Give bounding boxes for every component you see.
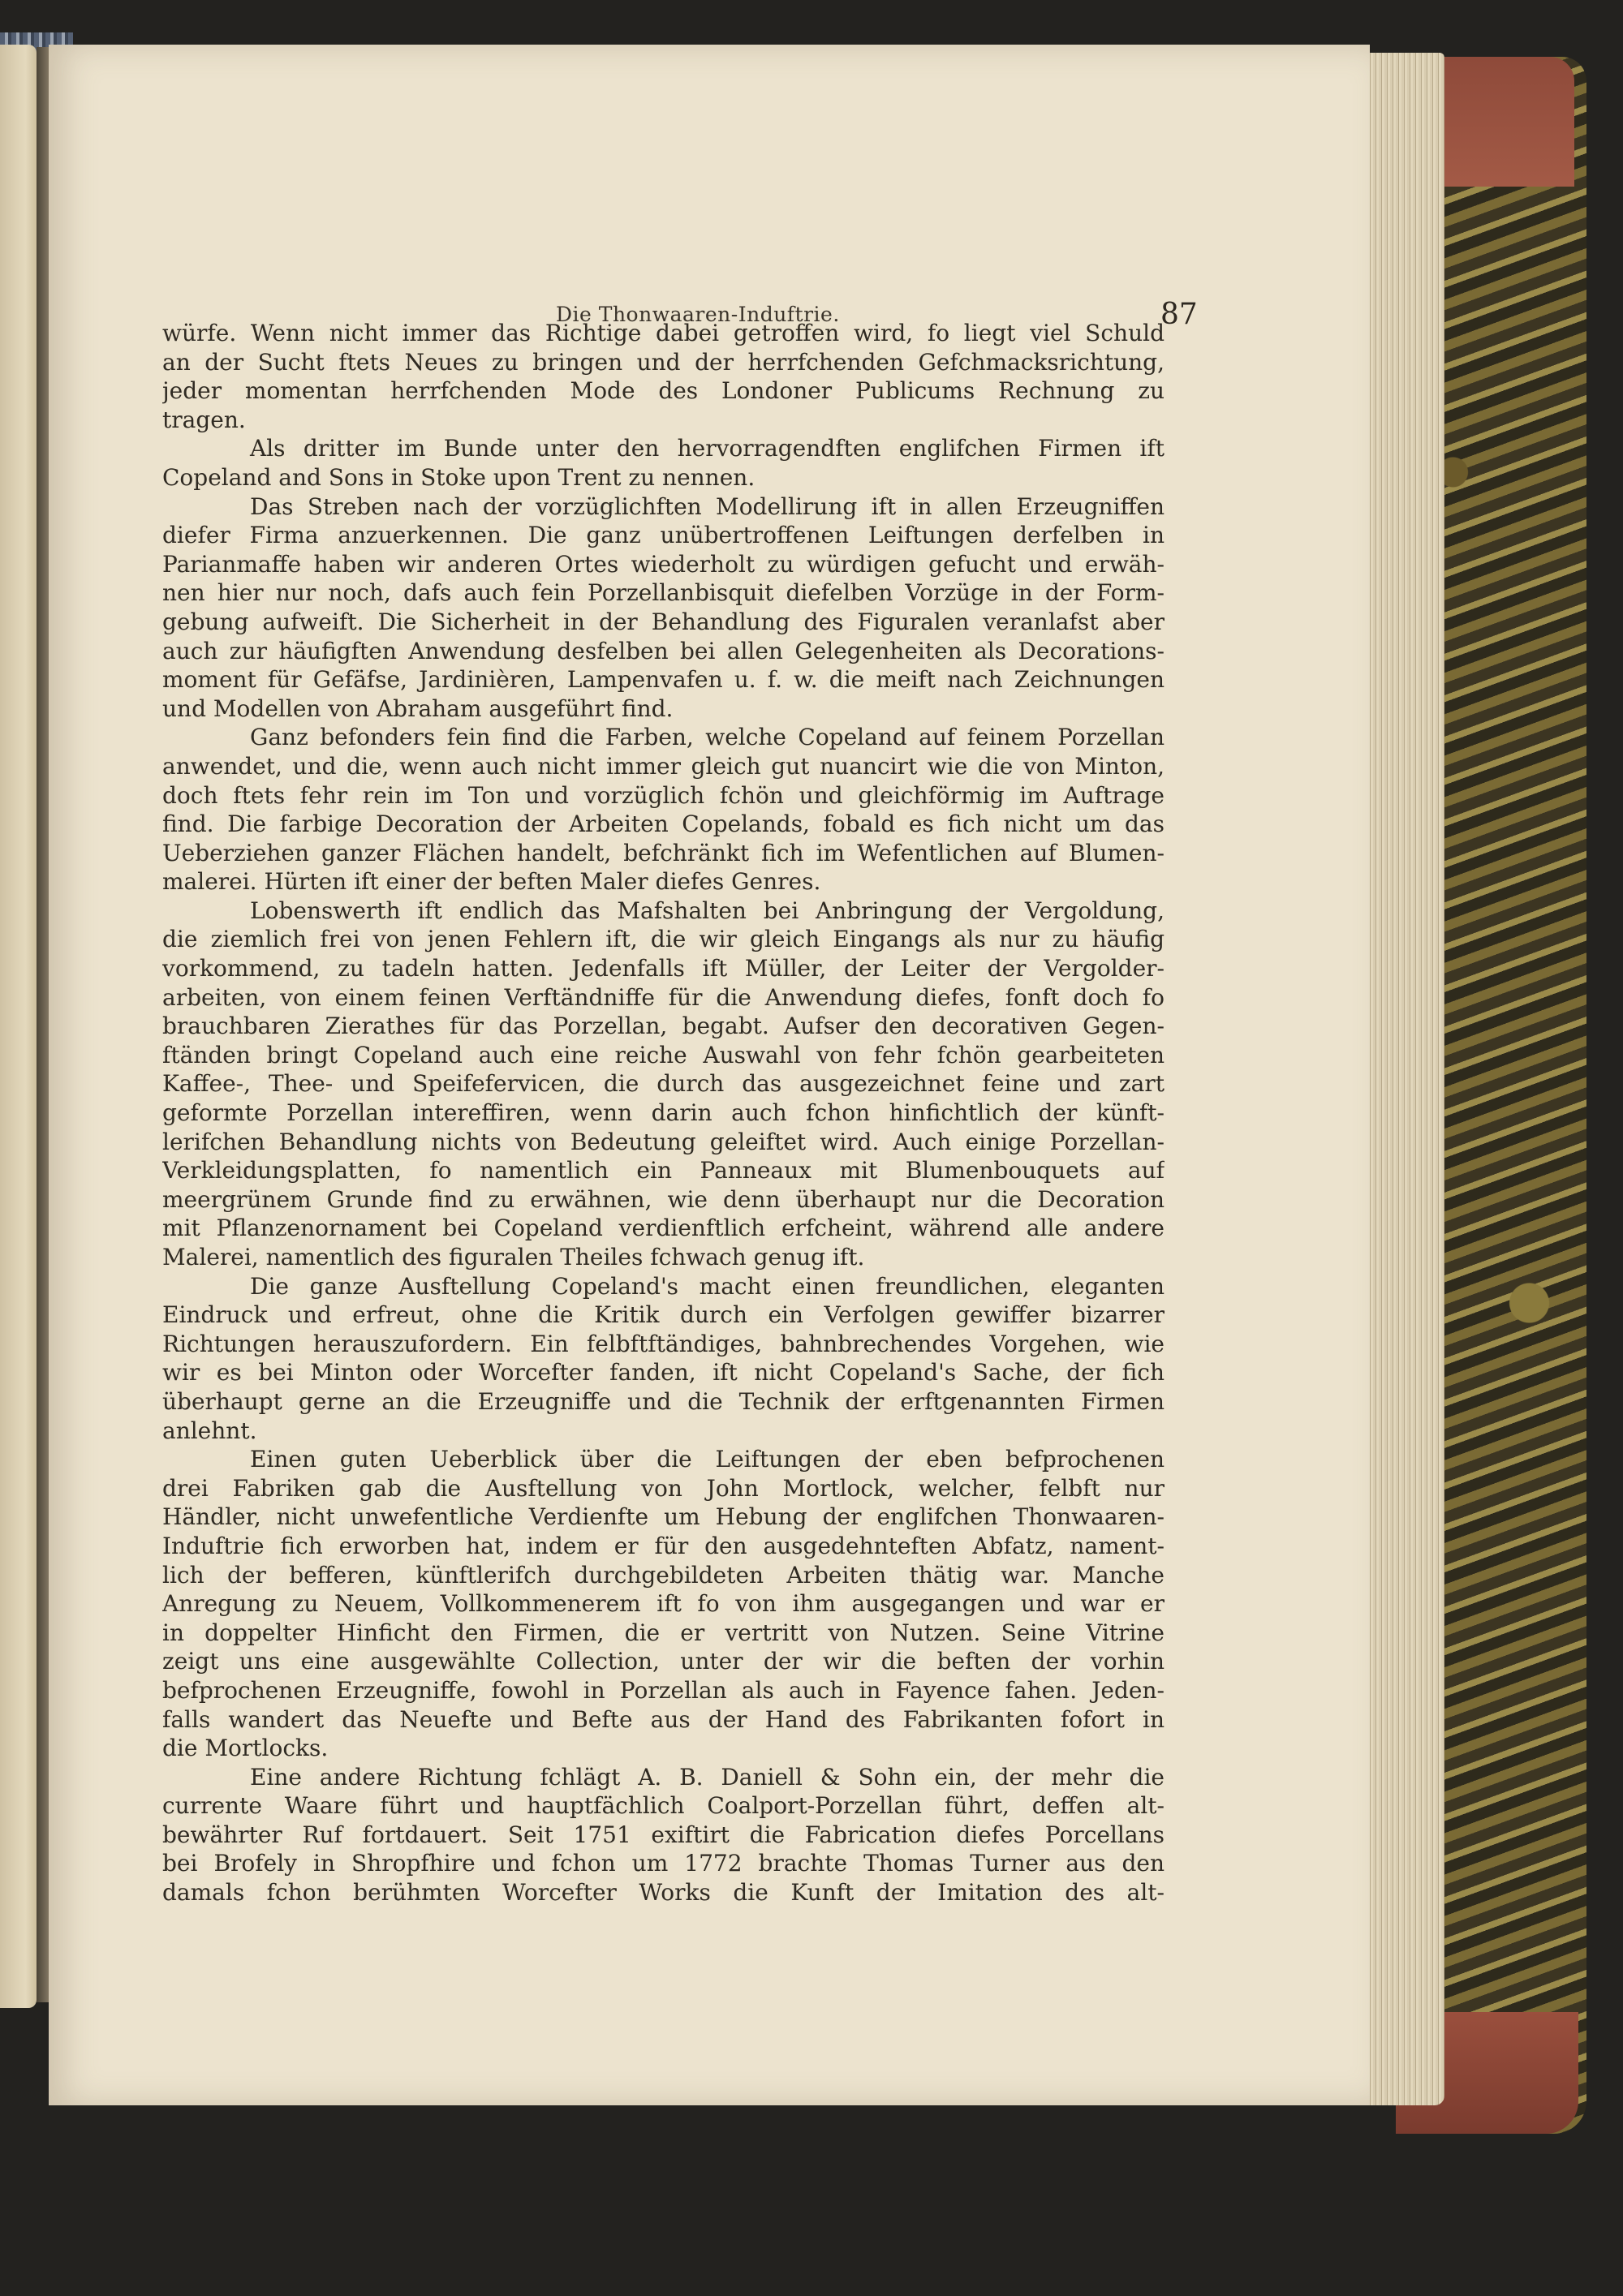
- text-line: Induftrie fich erworben hat, indem er für den ausgedehnteften Abfatz, nament-: [162, 1532, 1165, 1559]
- text-line: in doppelter Hinficht den Firmen, die er vertritt von Nutzen. Seine Vitrine: [162, 1619, 1165, 1646]
- text-line: auch zur häufigften Anwendung desfelben bei allen Gelegenheiten als Decorations-: [162, 637, 1165, 664]
- text-line: die ziemlich frei von jenen Fehlern ift, die wir gleich Eingangs als nur zu häufig: [162, 926, 1165, 953]
- page-block-edge: [1367, 53, 1444, 2105]
- text-line: nen hier nur noch, dafs auch fein Porzellanbisquit diefelben Vorzüge in der Form-: [162, 579, 1165, 607]
- text-line: Anregung zu Neuem, Vollkommenerem ift fo von ihm ausgegangen und war er: [162, 1590, 1165, 1618]
- text-line: Parianmaffe haben wir anderen Ortes wiederholt zu würdigen gefucht und erwäh-: [162, 550, 1165, 578]
- text-line: arbeiten, von einem feinen Verftändniffe für die Anwendung diefes, fonft doch fo: [162, 983, 1165, 1011]
- running-head: Die Thonwaaren-Induftrie.: [556, 303, 840, 326]
- text-line: Richtungen herauszufordern. Ein felbftftändiges, bahnbrechendes Vorgehen, wie: [162, 1330, 1165, 1357]
- text-line: würfe. Wenn nicht immer das Richtige dabei getroffen wird, fo liegt viel Schuld: [162, 320, 1165, 346]
- text-line: gebung aufweift. Die Sicherheit in der Behandlung des Figuralen veranlafst aber: [162, 608, 1165, 635]
- text-line: Einen guten Ueberblick über die Leiftungen der eben befprochenen: [250, 1446, 1165, 1473]
- text-line: bewährter Ruf fortdauert. Seit 1751 exiftirt die Fabrication diefes Porcellans: [162, 1821, 1165, 1848]
- text-line: Als dritter im Bunde unter den hervorragendften englifchen Firmen ift: [250, 435, 1165, 462]
- text-line: Kaffee-, Thee- und Speifefervicen, die durch das ausgezeichnet feine und zart: [162, 1070, 1165, 1098]
- text-line: diefer Firma anzuerkennen. Die ganz unübertroffenen Leiftungen derfelben in: [162, 522, 1165, 549]
- text-line: meergrünem Grunde find zu erwähnen, wie denn überhaupt nur die Decoration: [162, 1185, 1165, 1213]
- body-text: [162, 319, 1165, 1907]
- text-line: currente Waare führt und hauptfächlich Coalport-Porzellan führt, deffen alt-: [162, 1792, 1165, 1820]
- text-line: geformte Porzellan intereffiren, wenn darin auch fchon hinfichtlich der künft-: [162, 1099, 1165, 1127]
- text-line: zeigt uns eine ausgewählte Collection, unter der wir die beften der vorhin: [162, 1648, 1165, 1675]
- text-line: vorkommend, zu tadeln hatten. Jedenfalls ift Müller, der Leiter der Vergolder-: [162, 955, 1165, 982]
- text-line: wir es bei Minton oder Worcefter fanden, ift nicht Copeland's Sache, der fich: [162, 1359, 1165, 1387]
- text-line: Malerei, namentlich des figuralen Theiles fchwach genug ift.: [162, 1244, 865, 1271]
- text-line: moment für Gefäfse, Jardinièren, Lampenvafen u. f. w. die meift nach Zeichnungen: [162, 666, 1165, 694]
- text-line: Lobenswerth ift endlich das Mafshalten bei Anbringung der Vergoldung,: [250, 896, 1165, 924]
- text-line: damals fchon berühmten Worcefter Works die Kunft der Imitation des alt-: [162, 1879, 1165, 1907]
- text-line: mit Pflanzenornament bei Copeland verdienftlich erfcheint, während alle andere: [162, 1215, 1165, 1242]
- text-line: jeder momentan herrfchenden Mode des Londoner Publicums Rechnung zu: [162, 377, 1165, 405]
- text-line: Die ganze Ausftellung Copeland's macht einen freundlichen, eleganten: [250, 1272, 1165, 1300]
- text-line: anlehnt.: [162, 1417, 257, 1444]
- text-line: und Modellen von Abraham ausgeführt find.: [162, 694, 674, 722]
- text-line: Verkleidungsplatten, fo namentlich ein Panneaux mit Blumenbouquets auf: [162, 1157, 1165, 1185]
- text-line: überhaupt gerne an die Erzeugniffe und die Technik der erftgenannten Firmen: [162, 1387, 1165, 1415]
- text-line: find. Die farbige Decoration der Arbeiten Copelands, fobald es fich nicht um das: [162, 810, 1165, 838]
- text-line: an der Sucht ftets Neues zu bringen und der herrfchenden Gefchmacksrichtung,: [162, 348, 1165, 376]
- text-line: anwendet, und die, wenn auch nicht immer gleich gut nuancirt wie die von Minton,: [162, 752, 1165, 780]
- text-line: doch ftets fehr rein im Ton und vorzüglich fchön und gleichförmig im Auftrage: [162, 781, 1165, 809]
- text-line: Ueberziehen ganzer Flächen handelt, befchränkt fich im Wefentlichen auf Blumen-: [162, 839, 1165, 866]
- text-line: brauchbaren Zierathes für das Porzellan, begabt. Aufser den decorativen Gegen-: [162, 1013, 1165, 1040]
- text-line: Eine andere Richtung fchlägt A. B. Daniell & Sohn ein, der mehr die: [250, 1763, 1165, 1791]
- text-line: malerei. Hürten ift einer der beften Maler diefes Genres.: [162, 868, 821, 896]
- page-number: 87: [1160, 298, 1198, 331]
- text-line: Händler, nicht unwefentliche Verdienfte um Hebung der englifchen Thonwaaren-: [162, 1503, 1165, 1531]
- text-line: Ganz befonders fein find die Farben, welche Copeland auf feinem Porzellan: [250, 724, 1165, 751]
- text-line: Das Streben nach der vorzüglichften Modellirung ift in allen Erzeugniffen: [250, 492, 1165, 520]
- text-line: Copeland and Sons in Stoke upon Trent zu nennen.: [162, 463, 756, 491]
- text-line: drei Fabriken gab die Ausftellung von John Mortlock, welcher, felbft nur: [162, 1474, 1165, 1502]
- text-line: ftänden bringt Copeland auch eine reiche Auswahl von fehr fchön gearbeiteten: [162, 1041, 1165, 1068]
- text-line: Eindruck und erfreut, ohne die Kritik durch ein Verfolgen gewiffer bizarrer: [162, 1301, 1165, 1329]
- text-line: falls wandert das Neuefte und Befte aus der Hand des Fabrikanten fofort in: [162, 1705, 1165, 1733]
- text-line: die Mortlocks.: [162, 1735, 329, 1762]
- text-line: lerifchen Behandlung nichts von Bedeutung geleiftet wird. Auch einige Porzellan-: [162, 1128, 1165, 1155]
- text-line: bei Brofely in Shropfhire und fchon um 1772 brachte Thomas Turner aus den: [162, 1850, 1165, 1877]
- text-line: lich der befferen, künftlerifch durchgebildeten Arbeiten thätig war. Manche: [162, 1561, 1165, 1589]
- previous-page-edge: [0, 45, 37, 2008]
- text-line: befprochenen Erzeugniffe, fowohl in Porzellan als auch in Fayence fahen. Jeden-: [162, 1676, 1165, 1704]
- text-line: tragen.: [162, 406, 246, 433]
